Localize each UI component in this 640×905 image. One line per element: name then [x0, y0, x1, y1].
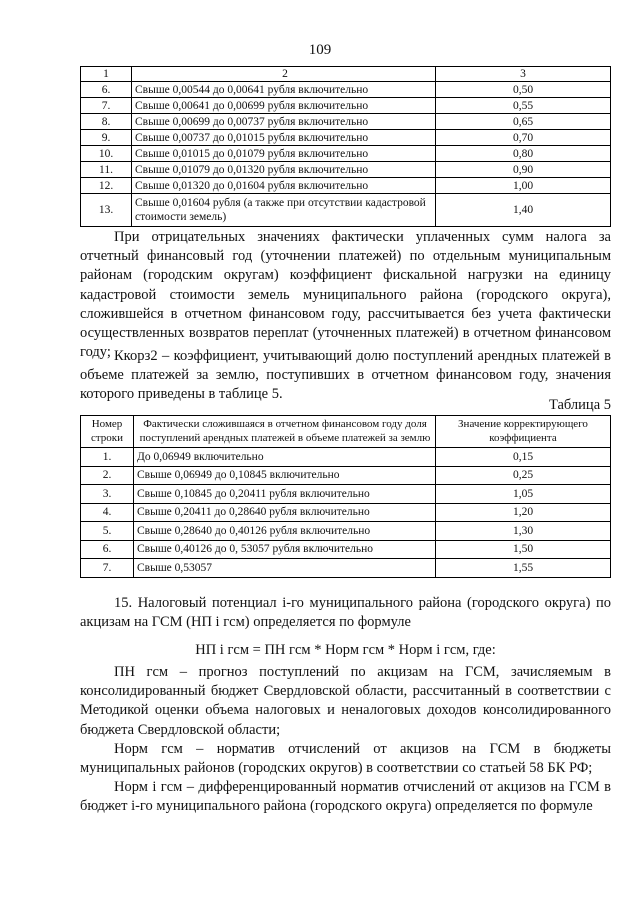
row-value: 1,40 — [436, 194, 611, 227]
row-value: 0,25 — [436, 466, 611, 485]
row-number: 8. — [81, 114, 132, 130]
row-description: Свыше 0,06949 до 0,10845 включительно — [134, 466, 436, 485]
paragraph-section-15: 15. Налоговый потенциал i-го муниципального района (городского округа) по акцизам на ГСМ (НП i гсм) определяется по формуле — [80, 595, 611, 631]
row-number: 7. — [81, 98, 132, 114]
row-value: 1,50 — [436, 540, 611, 559]
row-value: 1,30 — [436, 522, 611, 541]
table-row — [81, 178, 611, 194]
row-number: 4. — [81, 503, 134, 522]
row-value: 0,90 — [436, 162, 611, 178]
row-value: 0,70 — [436, 130, 611, 146]
table-row — [81, 130, 611, 146]
table-row — [81, 162, 611, 178]
paragraph-kkorz2-definition: Ккорз2 – коэффициент, учитывающий долю поступлений арендных платежей в объеме платежей за землю, поступивших в отчетном финансовом году, значения которого приведены в таблице 5. — [80, 348, 611, 403]
table-row — [81, 559, 611, 578]
row-number: 3. — [81, 485, 134, 504]
row-value: 0,80 — [436, 146, 611, 162]
table-row — [81, 466, 611, 485]
row-description: Свыше 0,10845 до 0,20411 рубля включительно — [134, 485, 436, 504]
row-description: Свыше 0,40126 до 0, 53057 рубля включительно — [134, 540, 436, 559]
row-description: Свыше 0,00737 до 0,01015 рубля включительно — [132, 130, 436, 146]
row-value: 1,55 — [436, 559, 611, 578]
table-row — [81, 485, 611, 504]
paragraph-negative-values: При отрицательных значениях фактически уплаченных сумм налога за отчетный финансовый год (уточнении платежей) по отдельным муниципальным районам (городским округам) коэффициент фискальной нагрузки на единицу кадастровой стоимости земель муниципального района (городского округа), сложившейся в отчетном финансовом году, рассчитывается без учета фактически осуществленных возвратов переплат (уточненных платежей) в отчетном финансовом году; — [80, 229, 611, 361]
row-description: Свыше 0,00641 до 0,00699 рубля включительно — [132, 98, 436, 114]
row-description: Свыше 0,53057 — [134, 559, 436, 578]
table-row — [81, 503, 611, 522]
row-number: 2. — [81, 466, 134, 485]
header-row-number: Номер строки — [81, 416, 134, 448]
row-description: До 0,06949 включительно — [134, 448, 436, 467]
column-number: 2 — [132, 67, 436, 82]
row-value: 1,05 — [436, 485, 611, 504]
row-number: 6. — [81, 540, 134, 559]
table-header-row — [81, 416, 611, 448]
table-caption: Таблица 5 — [548, 397, 611, 413]
row-number: 12. — [81, 178, 132, 194]
coefficient-table-continued — [80, 66, 611, 227]
formula-np-gsm: НП i гсм = ПН гсм * Норм гсм * Норм i гсм, где: — [195, 642, 496, 658]
row-description: Свыше 0,28640 до 0,40126 рубля включительно — [134, 522, 436, 541]
row-number: 11. — [81, 162, 132, 178]
row-description: Свыше 0,01320 до 0,01604 рубля включительно — [132, 178, 436, 194]
row-value: 0,50 — [436, 82, 611, 98]
table-row — [81, 146, 611, 162]
row-value: 1,00 — [436, 178, 611, 194]
row-number: 9. — [81, 130, 132, 146]
table-row — [81, 82, 611, 98]
paragraph-norm-gsm: Норм гсм – норматив отчислений от акцизов на ГСМ в бюджеты муниципальных районов (городских округов) в соответствии со статьей 58 БК РФ; — [80, 741, 611, 777]
row-number: 1. — [81, 448, 134, 467]
row-description: Свыше 0,01015 до 0,01079 рубля включительно — [132, 146, 436, 162]
row-value: 1,20 — [436, 503, 611, 522]
header-coefficient: Значение корректирующего коэффициента — [436, 416, 611, 448]
column-number: 3 — [436, 67, 611, 82]
row-description: Свыше 0,01604 рубля (а также при отсутствии кадастровой стоимости земель) — [132, 194, 436, 227]
row-value: 0,15 — [436, 448, 611, 467]
header-share: Фактически сложившаяся в отчетном финансовом году доля поступлений арендных платежей в объеме платежей за землю — [134, 416, 436, 448]
row-number: 13. — [81, 194, 132, 227]
table-row — [81, 194, 611, 227]
table-row — [81, 114, 611, 130]
row-value: 0,65 — [436, 114, 611, 130]
row-description: Свыше 0,00544 до 0,00641 рубля включительно — [132, 82, 436, 98]
row-value: 0,55 — [436, 98, 611, 114]
row-description: Свыше 0,00699 до 0,00737 рубля включительно — [132, 114, 436, 130]
row-description: Свыше 0,01079 до 0,01320 рубля включительно — [132, 162, 436, 178]
row-description: Свыше 0,20411 до 0,28640 рубля включительно — [134, 503, 436, 522]
row-number: 7. — [81, 559, 134, 578]
table-row — [81, 98, 611, 114]
paragraph-norm-i-gsm: Норм i гсм – дифференцированный норматив отчислений от акцизов на ГСМ в бюджет i-го муниципального района (городского округа) определяется по формуле — [80, 779, 611, 815]
table-row — [81, 540, 611, 559]
table-header-row — [81, 67, 611, 82]
paragraph-pn-gsm: ПН гсм – прогноз поступлений по акцизам на ГСМ, зачисляемым в консолидированный бюджет Свердловской области, рассчитанный в соответствии с Методикой оценки объема налоговых и неналоговых доходов консолидированного бюджета Свердловской области; — [80, 664, 611, 738]
row-number: 10. — [81, 146, 132, 162]
row-number: 6. — [81, 82, 132, 98]
table-row — [81, 522, 611, 541]
row-number: 5. — [81, 522, 134, 541]
table-5 — [80, 415, 611, 578]
column-number: 1 — [81, 67, 132, 82]
page-number: 109 — [308, 42, 332, 58]
table-row — [81, 448, 611, 467]
